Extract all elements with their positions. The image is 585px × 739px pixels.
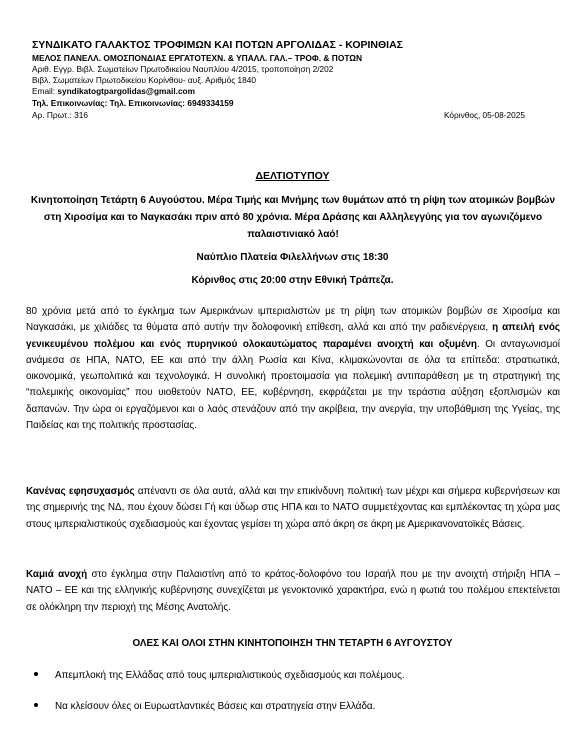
membership-line: ΜΕΛΟΣ ΠΑΝΕΛΛ. ΟΜΟΣΠΟΝΔΙΑΣ ΕΡΓΑΤΟΤΕΧΝ. & ΥΠΑΛΛ. ΓΑΛ.– ΤΡΟΦ. & ΠΟΤΩΝ (32, 53, 363, 63)
demand-item-text: Να κλείσουν όλες οι Ευρωατλαντικές Βάσεις και στρατηγεία στην Ελλάδα. (55, 701, 376, 712)
document-date: Κόρινθος, 05-08-2025 (443, 110, 525, 120)
paragraph-2-emphasis: Κανένας εφησυχασμός (26, 486, 135, 497)
demand-item (34, 701, 375, 712)
paragraph-3 (26, 567, 560, 616)
registration-line-1: Αριθ. Εγγρ. Βιβλ. Σωματείων Πρωτοδικείου Ναυπλίου 4/2015, τροποποίηση 2/202 (32, 64, 334, 74)
email-label: Email: (32, 86, 58, 96)
event-korinthos: Κόρινθος στις 20:00 στην Εθνική Τράπεζα. (191, 275, 394, 286)
paragraph-2 (26, 484, 560, 533)
paragraph-1-emphasis: η απειλή ενός γενικευμένου πολέμου και ενός πυρηνικού ολοκαυτώματος παραμένει ανοιχτή και οξυμένη (26, 322, 560, 350)
paragraph-1-text-b: . Οι ανταγωνισμοί ανάμεσα σε ΗΠΑ, ΝΑΤΟ, ΕΕ και από την άλλη Ρωσία και Κίνα, κλιμακώνονται σε όλα τα επίπεδα: στρατιωτικά, οικονομικά, γεωπολιτικά και τεχνολογικά. Η συνολική προετοιμασία για πολεμική αντιπαράθεση με τη στρατηγική της “πολεμικής οικονομίας” που υιοθετούν ΝΑΤΟ, ΕΕ, κυβέρνηση, εκφράζεται με την τεράστια αύξηση εξοπλισμών και δαπανών. Την ώρα οι εργαζόμενοι και ο λαός στενάζουν από την ακρίβεια, την ανεργία, την υποβάθμιση της Υγείας, της Παιδείας και της πολιτικής προστασίας. (26, 338, 560, 432)
paragraph-1 (26, 304, 560, 434)
document-title: ΔΕΛΤΙΟΤΥΠΟΥ (255, 170, 330, 182)
bullet-icon (34, 672, 38, 676)
union-name: ΣΥΝΔΙΚΑΤΟ ΓΑΛΑΚΤΟΣ ΤΡΟΦΙΜΩΝ ΚΑΙ ΠΟΤΩΝ ΑΡΓΟΛΙΔΑΣ - ΚΟΡΙΝΘΙΑΣ (32, 39, 403, 51)
lead-heading: Κινητοποίηση Τετάρτη 6 Αυγούστου. Μέρα Τιμής και Μνήμης των θυμάτων από τη ρίψη των ατομικών βομβών στη Χιροσίμα και το Ναγκασάκι πριν από 80 χρόνια. Μέρα Δράσης και Αλληλεγγύης για τον αγωνιζόμενο παλαιστινιακό λαό! (30, 195, 556, 240)
email-address: syndikatogtpargolidas@gmail.com (57, 86, 195, 96)
protocol-number: Αρ. Πρωτ.: 316 (32, 110, 88, 120)
paragraph-2-text: απέναντι σε όλα αυτά, αλλά και την επικίνδυνη πολιτική των μέχρι και σήμερα κυβερνήσεων και της σημερινής της ΝΔ, που έχουν δώσει Γή και ύδωρ στις ΗΠΑ και το ΝΑΤΟ συμμετέχοντας και εμπλέκοντας τη χώρα μας στους ιμπεριαλιστικούς σχεδιασμούς και έχοντας γεμίσει τη χώρα από άκρη σε άκρη με Αμερικανονατοϊκές Βάσεις. (26, 486, 561, 530)
call-to-action: ΟΛΕΣ ΚΑΙ ΟΛΟΙ ΣΤΗΝ ΚΙΝΗΤΟΠΟΙΗΣΗ ΤΗΝ ΤΕΤΑΡΤΗ 6 ΑΥΓΟΥΣΤΟΥ (132, 638, 453, 649)
bullet-icon (34, 703, 38, 707)
demand-item-text: Απεμπλοκή της Ελλάδας από τους ιμπεριαλιστικούς σχεδιασμούς και πολέμους. (55, 670, 405, 681)
registration-line-2: Βιβλ. Σωματείων Πρωτοδικείου Κορίνθου- αυξ. Αριθμός 1840 (32, 75, 256, 85)
paragraph-3-emphasis: Καμιά ανοχή (26, 569, 88, 580)
paragraph-1-text-a: 80 χρόνια μετά από το έγκλημα των Αμερικάνων ιμπεριαλιστών με τη ρίψη των ατομικών βομβών σε Χιροσίμα και Ναγκασάκι, με χιλιάδες τα θύματα από αυτήν την δολοφονική επίθεση, αλλά και από την ραδιενέργεια, (26, 306, 560, 334)
demand-item (34, 670, 405, 681)
event-nafplio: Ναύπλιο Πλατεία Φιλελλήνων στις 18:30 (196, 252, 389, 263)
phone-line: Τηλ. Επικοινωνίας: Τηλ. Επικοινωνίας: 6949334159 (32, 98, 234, 108)
paragraph-3-text: στο έγκλημα στην Παλαιστίνη από το κράτος-δολοφόνο του Ισραήλ που με την ανοιχτή στήριξη ΗΠΑ – ΝΑΤΟ – ΕΕ και της ελληνικής κυβέρνησης συνεχίζεται με γενοκτονικό χαρακτήρα, ενώ η φωτιά του πολέμου επεκτείνεται σε ολόκληρη την περιοχή της Μέσης Ανατολής. (26, 569, 560, 613)
email-line (32, 86, 195, 96)
